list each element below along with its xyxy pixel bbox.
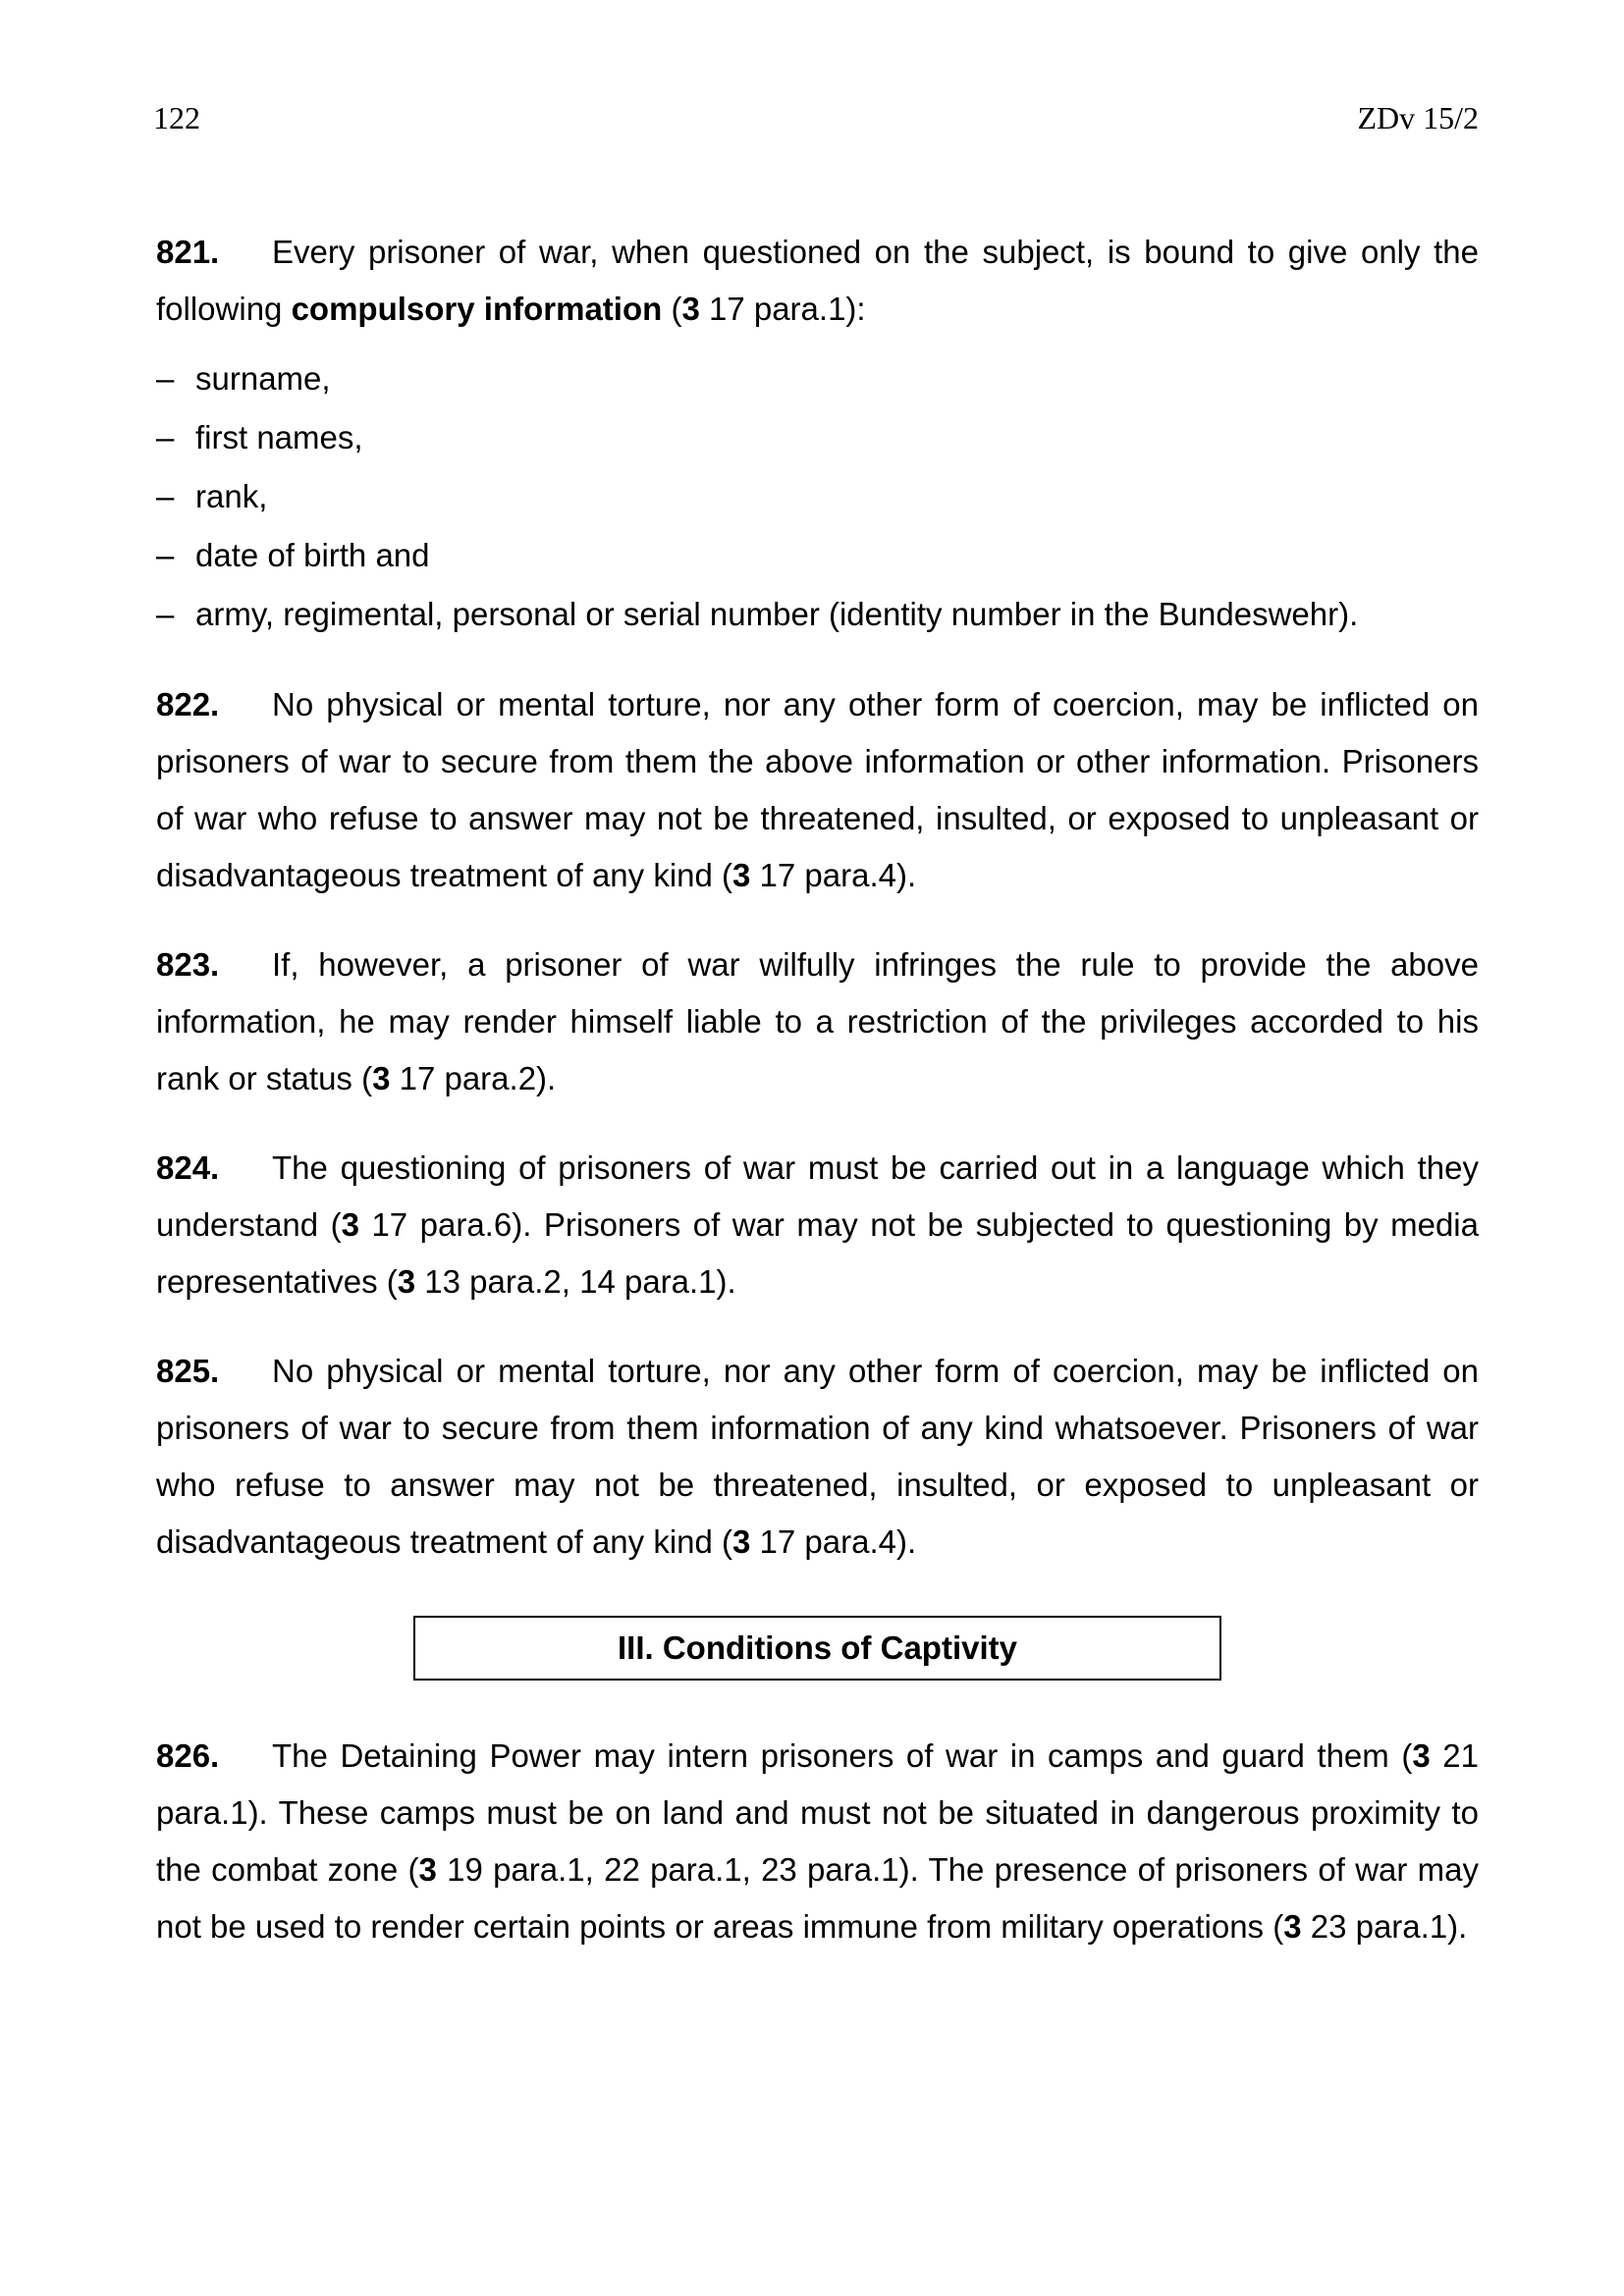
dash-bullet: – bbox=[156, 419, 175, 455]
convention-ref: 3 bbox=[732, 1523, 751, 1560]
convention-ref: 3 bbox=[681, 291, 700, 327]
list-item bbox=[156, 408, 1479, 467]
list-item bbox=[156, 526, 1479, 585]
dash-bullet: – bbox=[156, 478, 175, 514]
paragraph-text: No physical or mental torture, nor any other form of coercion, may be inflicted on prisoners of war to secure from them information of any kind whatsoever. Prisoners of war who refuse to answer may not be threatened, insulted, or exposed to unpleasant or disadvantageous treatment of any kind ( bbox=[156, 1353, 1479, 1560]
paragraph-number: 825. bbox=[156, 1353, 220, 1389]
paragraph-821 bbox=[156, 224, 1479, 338]
paragraph-number: 824. bbox=[156, 1149, 220, 1186]
paragraph-text: 17 para.4). bbox=[750, 1523, 917, 1560]
paragraph-number: 823. bbox=[156, 946, 220, 983]
list-item bbox=[156, 467, 1479, 526]
compulsory-information-list bbox=[156, 349, 1479, 644]
paragraph-text: 17 para.4). bbox=[750, 857, 917, 893]
paragraph-text: 23 para.1). bbox=[1301, 1908, 1468, 1945]
paragraph-number: 821. bbox=[156, 234, 220, 270]
paragraph-text: 19 para.1, 22 para.1, 23 para.1). The presence of prisoners of war may not be used to render certain points or areas immune from military operations ( bbox=[156, 1851, 1479, 1945]
list-item-text: rank, bbox=[195, 478, 268, 514]
paragraph-text: Every prisoner of war, when questioned on the subject, is bound to give only the following bbox=[156, 234, 1479, 327]
paragraph-text: The questioning of prisoners of war must be carried out in a language which they understand ( bbox=[156, 1149, 1479, 1243]
paragraph-text: 17 para.2). bbox=[390, 1060, 557, 1096]
convention-ref: 3 bbox=[732, 857, 751, 893]
list-item-text: date of birth and bbox=[195, 537, 430, 573]
paragraph-number: 822. bbox=[156, 686, 220, 722]
paragraph-822 bbox=[156, 676, 1479, 904]
paragraph-text: 17 para.6). Prisoners of war may not be subjected to questioning by media representatives ( bbox=[156, 1206, 1479, 1300]
convention-ref: 3 bbox=[372, 1060, 391, 1096]
page-number: 122 bbox=[153, 100, 200, 135]
paragraph-823 bbox=[156, 936, 1479, 1107]
paragraph-number: 826. bbox=[156, 1737, 220, 1774]
convention-ref: 3 bbox=[1283, 1908, 1302, 1945]
dash-bullet: – bbox=[156, 360, 175, 397]
paragraph-text: 21 para.1). These camps must be on land and must not be situated in dangerous proximity to the combat zone ( bbox=[156, 1737, 1480, 1888]
paragraph-text: 13 para.2, 14 para.1). bbox=[415, 1263, 736, 1300]
paragraph-text: ( bbox=[662, 291, 682, 327]
list-item-text: army, regimental, personal or serial number (identity number in the Bundeswehr). bbox=[195, 596, 1359, 632]
dash-bullet: – bbox=[156, 596, 175, 632]
paragraph-text: No physical or mental torture, nor any other form of coercion, may be inflicted on prisoners of war to secure from them the above information or other information. Prisoners of war who refuse to answer may not be threatened, insulted, or exposed to unpleasant or disadvantageous treatment of any kind ( bbox=[156, 686, 1479, 893]
paragraph-824 bbox=[156, 1140, 1479, 1310]
convention-ref: 3 bbox=[1412, 1737, 1431, 1774]
paragraph-text: If, however, a prisoner of war wilfully infringes the rule to provide the above information, he may render himself liable to a restriction of the privileges accorded to his rank or status ( bbox=[156, 946, 1479, 1096]
paragraph-text: The Detaining Power may intern prisoners of war in camps and guard them ( bbox=[272, 1737, 1413, 1774]
convention-ref: 3 bbox=[341, 1206, 359, 1243]
convention-ref: 3 bbox=[418, 1851, 437, 1888]
paragraph-825 bbox=[156, 1343, 1479, 1571]
dash-bullet: – bbox=[156, 537, 175, 573]
list-item bbox=[156, 585, 1479, 644]
list-item-text: first names, bbox=[195, 419, 363, 455]
paragraph-826 bbox=[156, 1728, 1479, 1955]
bold-term: compulsory information bbox=[291, 291, 663, 327]
paragraph-text: 17 para.1): bbox=[699, 291, 866, 327]
page-body bbox=[156, 224, 1479, 1955]
document-reference: ZDv 15/2 bbox=[1357, 100, 1479, 135]
convention-ref: 3 bbox=[397, 1263, 416, 1300]
list-item-text: surname, bbox=[195, 360, 331, 397]
list-item bbox=[156, 349, 1479, 408]
section-heading: III. Conditions of Captivity bbox=[413, 1616, 1221, 1681]
